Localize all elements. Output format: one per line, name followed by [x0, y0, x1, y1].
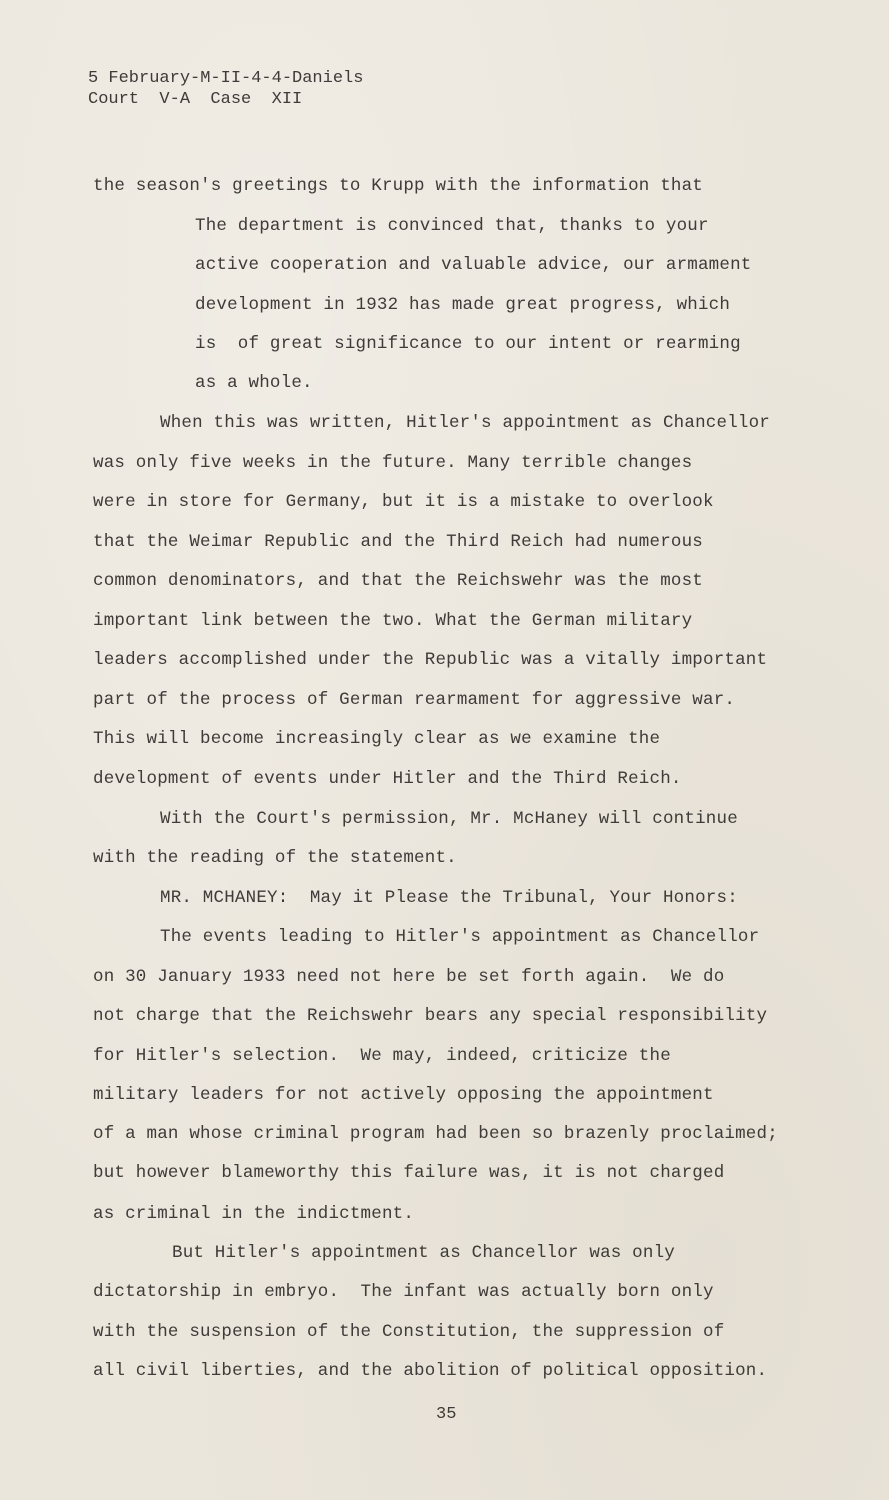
quote-line: The department is convinced that, thanks to your: [195, 216, 709, 236]
paragraph-start: But Hitler's appointment as Chancellor was only: [172, 1243, 675, 1263]
text-line: with the reading of the statement.: [93, 848, 457, 868]
text-line: with the suspension of the Constitution, the suppression of: [93, 1322, 725, 1342]
quote-line: is of great significance to our intent or rearming: [195, 334, 741, 354]
text-line: were in store for Germany, but it is a mistake to overlook: [93, 492, 714, 512]
text-line: on 30 January 1933 need not here be set forth again. We do: [93, 967, 725, 987]
text-line: not charge that the Reichswehr bears any special responsibility: [93, 1006, 768, 1026]
text-line: leaders accomplished under the Republic was a vitally important: [93, 650, 768, 670]
quote-line: development in 1932 has made great progress, which: [195, 295, 731, 315]
text-line: part of the process of German rearmament for aggressive war.: [93, 690, 736, 710]
text-line: military leaders for not actively opposing the appointment: [93, 1085, 714, 1105]
speaker-line: MR. MCHANEY: May it Please the Tribunal, Your Honors:: [160, 888, 738, 908]
text-line: of a man whose criminal program had been so brazenly proclaimed;: [93, 1124, 778, 1144]
paragraph-start: The events leading to Hitler's appointment as Chancellor: [160, 927, 760, 947]
text-line: This will become increasingly clear as we examine the: [93, 729, 661, 749]
text-line: as criminal in the indictment.: [93, 1204, 415, 1224]
paragraph-start: With the Court's permission, Mr. McHaney will continue: [160, 809, 738, 829]
header-line-2: Court V-A Case XII: [88, 90, 303, 109]
page-number: 35: [436, 1405, 457, 1424]
text-line: development of events under Hitler and the Third Reich.: [93, 769, 682, 789]
text-line: that the Weimar Republic and the Third Reich had numerous: [93, 532, 703, 552]
paragraph-start: When this was written, Hitler's appointment as Chancellor: [160, 413, 770, 433]
text-line: common denominators, and that the Reichswehr was the most: [93, 571, 703, 591]
quote-line: active cooperation and valuable advice, our armament: [195, 255, 752, 275]
quote-line: as a whole.: [195, 373, 313, 393]
header-line-1: 5 February-M-II-4-4-Daniels: [88, 69, 364, 88]
text-line: important link between the two. What the German military: [93, 611, 693, 631]
text-line: dictatorship in embryo. The infant was actually born only: [93, 1282, 714, 1302]
text-line: all civil liberties, and the abolition of political opposition.: [93, 1361, 768, 1381]
text-line: for Hitler's selection. We may, indeed, criticize the: [93, 1046, 671, 1066]
text-line: the season's greetings to Krupp with the information that: [93, 176, 703, 196]
text-line: but however blameworthy this failure was, it is not charged: [93, 1163, 725, 1183]
text-line: was only five weeks in the future. Many terrible changes: [93, 453, 693, 473]
